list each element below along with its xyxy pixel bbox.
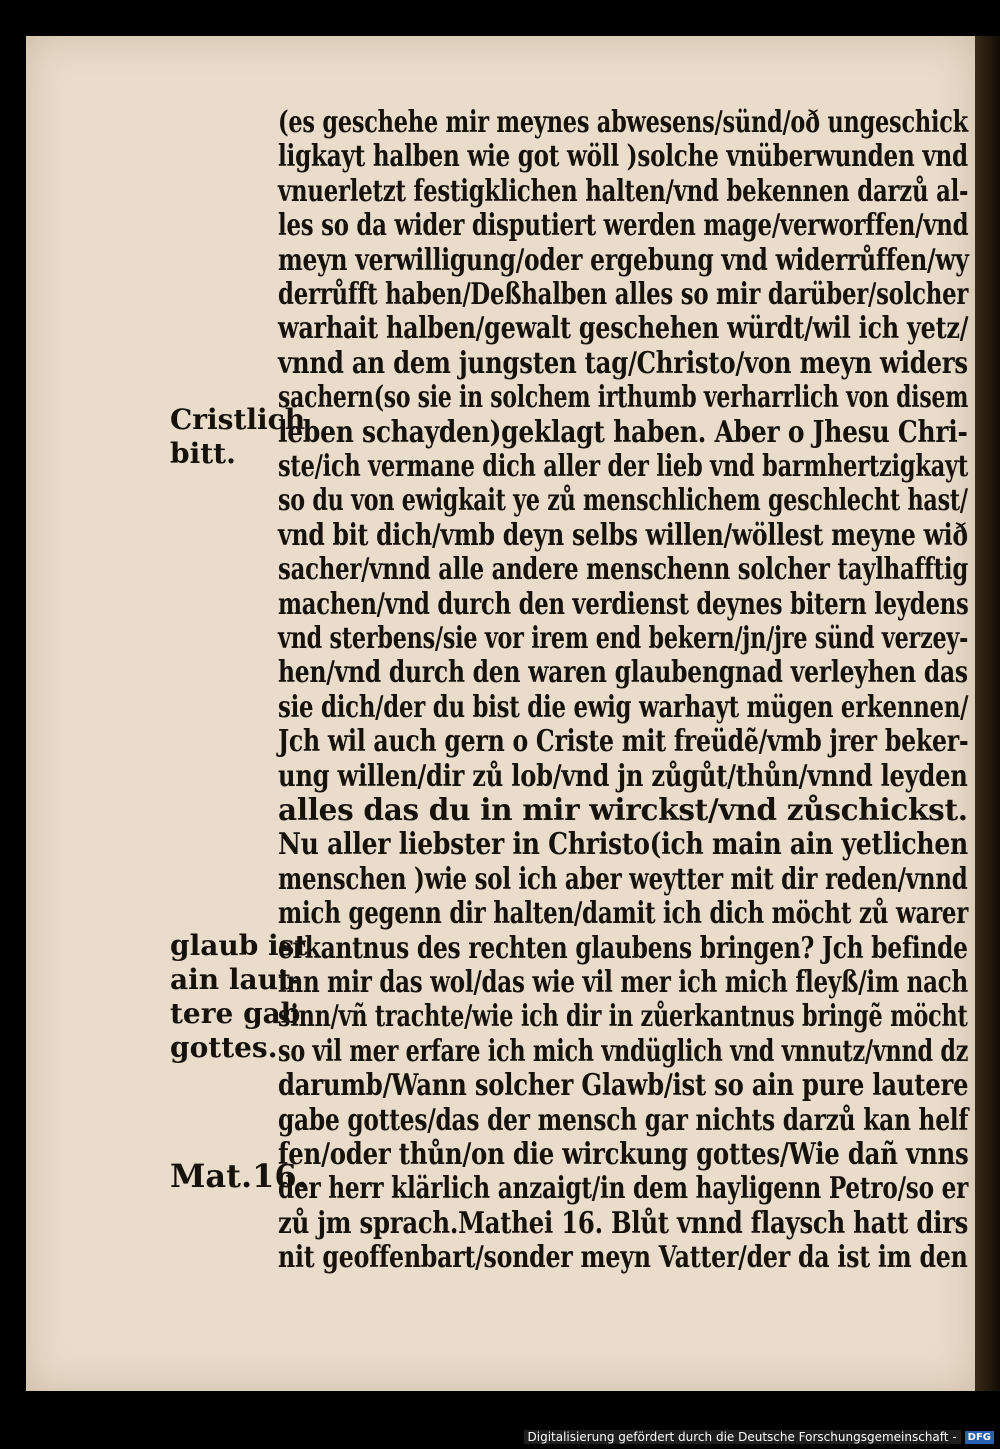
text-line: so vil mer erfare ich mich vndüglich vnd vnnutz/vnnd dz [278, 1034, 969, 1069]
text-line: ung willen/dir zů lob/vnd jn zůgůt/thůn/vnnd leyden [278, 759, 968, 794]
text-line: menschen )wie sol ich aber weytter mit dir reden/vnnd [278, 862, 968, 897]
text-line: inn mir das wol/das wie vil mer ich mich fleyß/im nach [278, 965, 968, 1000]
text-line: sinn/vñ trachte/wie ich dir in zůerkantnus bringẽ möcht [278, 999, 968, 1034]
margin-note-ain-laut: ain laut- [170, 963, 303, 996]
text-line: ligkayt halben wie got wöll )solche vnüberwunden vnd [278, 139, 968, 174]
text-line: sie dich/der du bist die ewig warhayt mügen erkennen/ [278, 690, 969, 725]
text-line: ste/ich vermane dich aller der lieb vnd barmhertzigkayt [278, 449, 969, 484]
text-line: vnuerletzt festigklichen halten/vnd bekennen darzů al- [278, 174, 969, 209]
text-line: derrůfft haben/Deßhalben alles so mir darüber/solcher [278, 277, 969, 312]
text-line: (es geschehe mir meynes abwesens/sünd/oð ungeschick [278, 105, 968, 140]
text-line: vnnd an dem jungsten tag/Christo/von meyn widers [278, 346, 968, 381]
text-line: vnd sterbens/sie vor irem end bekern/jn/jre sünd verzey- [278, 621, 969, 656]
text-line: so du von ewigkait ye zů menschlichem geschlecht hast/ [278, 483, 968, 518]
text-line: darumb/Wann solcher Glawb/ist so ain pure lautere [278, 1068, 969, 1103]
text-line: sacher/vnnd alle andere menschenn solcher taylhafftig [278, 552, 969, 587]
text-line: nit geoffenbart/sonder meyn Vatter/der da ist im den [278, 1240, 968, 1275]
margin-note-cristlich: Cristlich [170, 403, 306, 436]
text-line: erkantnus des rechten glaubens bringen? Jch befinde [278, 931, 968, 966]
text-line: warhait halben/gewalt geschehen würdt/wil ich yetz/ [278, 311, 969, 346]
text-line: sachern(so sie in solchem irthumb verharrlich von disem [278, 380, 969, 415]
text-line: Nu aller liebster in Christo(ich main ain yetlichen [278, 827, 969, 862]
text-line: alles das du in mir wirckst/vnd zůschickst. [278, 793, 968, 828]
text-line: fen/oder thůn/on die wirckung gottes/Wie dañ vnns [278, 1137, 969, 1172]
text-line: mich gegenn dir halten/damit ich dich möcht zů warer [278, 896, 969, 931]
text-line: meyn verwilligung/oder ergebung vnd widerrůffen/wy [278, 243, 969, 278]
margin-note-mat16: Mat.16. [170, 1157, 308, 1195]
dfg-logo: DFG [965, 1431, 994, 1444]
book-edge [975, 36, 1000, 1391]
margin-note-glaub: glaub ist [170, 929, 308, 962]
footer [524, 1428, 995, 1446]
text-line: hen/vnd durch den waren glaubengnad verleyhen das [278, 655, 968, 690]
footer-credit: Digitalisierung gefördert durch die Deutsche Forschungsgemeinschaft - [524, 1430, 961, 1444]
margin-note-gottes: gottes. [170, 1031, 278, 1064]
text-line: Jch wil auch gern o Criste mit freüdẽ/vmb jrer beker- [278, 724, 969, 759]
margin-note-bitt: bitt. [170, 437, 236, 470]
text-line: leben schayden)geklagt haben. Aber o Jhesu Chri- [278, 415, 968, 450]
text-line: les so da wider disputiert werden mage/verworffen/vnd [278, 208, 969, 243]
text-line: machen/vnd durch den verdienst deynes bitern leydens [278, 587, 969, 622]
text-line: zů jm sprach.Mathei 16. Blůt vnnd flaysch hatt dirs [278, 1206, 969, 1241]
margin-note-tere-gab: tere gab [170, 997, 301, 1030]
text-line: der herr klärlich anzaigt/in dem hayligenn Petro/so er [278, 1171, 969, 1206]
text-line: vnd bit dich/vmb deyn selbs willen/wöllest meyne wið [278, 518, 968, 553]
text-line: gabe gottes/das der mensch gar nichts darzů kan helf [278, 1103, 969, 1138]
